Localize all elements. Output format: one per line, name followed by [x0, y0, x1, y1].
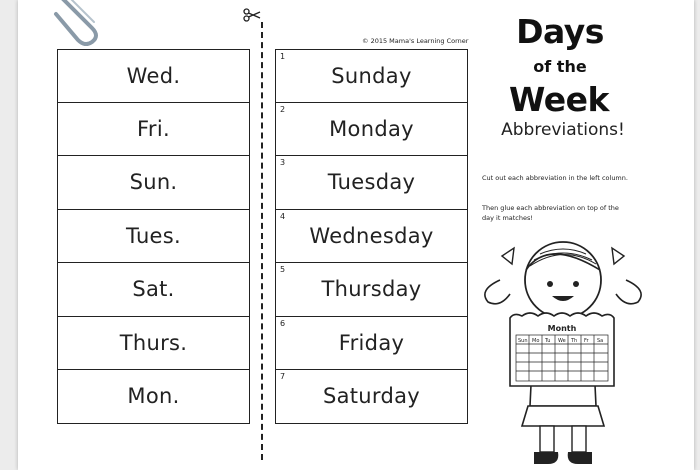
day-number: 4: [280, 211, 286, 221]
day-number: 3: [280, 158, 286, 167]
abbreviation-cell: [57, 263, 250, 317]
abbreviation-text: Wed.: [126, 63, 181, 88]
calendar-weekday: We: [558, 338, 566, 344]
day-cell: [275, 370, 468, 424]
day-number: 1: [280, 52, 286, 61]
abbreviation-cell: [57, 156, 250, 210]
abbreviation-text: Thurs.: [119, 330, 188, 355]
day-cell: [275, 263, 468, 317]
day-cell: [275, 49, 468, 103]
abbreviation-cell: [57, 210, 250, 264]
calendar-weekday: Mo: [532, 338, 540, 344]
calendar-month-label: Month: [547, 324, 577, 333]
abbreviation-text: Mon.: [127, 384, 180, 409]
abbreviation-cell: [57, 49, 250, 103]
instruction-cut: Cut out each abbreviation in the left column.: [482, 174, 628, 182]
day-cell: [275, 317, 468, 371]
calendar-weekday: Sa: [597, 338, 604, 344]
day-name: Saturday: [322, 384, 421, 409]
instruction-glue: Then glue each abbreviation on top of the day it matches!: [482, 204, 619, 222]
title-week: Week: [509, 80, 609, 119]
calendar-weekday: Sun: [518, 338, 528, 344]
day-name: Monday: [329, 116, 414, 141]
abbreviation-cell: [57, 317, 250, 371]
abbreviation-cell: [57, 103, 250, 157]
day-cell: [275, 103, 468, 157]
day-number: 2: [280, 104, 286, 114]
abbreviation-text: Fri.: [137, 116, 170, 141]
scissors-icon: [243, 8, 261, 22]
title-days: Days: [516, 12, 604, 51]
day-name: Wednesday: [309, 223, 434, 248]
girl-holding-calendar-illustration: [478, 230, 648, 470]
abbreviation-column: [57, 49, 250, 424]
abbreviation-text: Sat.: [132, 277, 175, 302]
title-of-the: of the: [533, 57, 587, 76]
day-number: 6: [280, 318, 286, 328]
dashed-cut-line: [261, 22, 263, 460]
day-name: Sunday: [331, 63, 412, 88]
calendar-weekday: Th: [571, 338, 578, 344]
day-column: [275, 49, 468, 424]
day-number: 7: [280, 372, 286, 381]
abbreviation-text: Sun.: [129, 170, 178, 195]
paperclip-icon: [52, 0, 110, 46]
day-cell: [275, 156, 468, 210]
day-name: Thursday: [321, 277, 422, 302]
calendar-weekday: Fr: [584, 338, 589, 344]
day-name: Tuesday: [327, 170, 416, 195]
day-cell: [275, 210, 468, 264]
copyright-notice: © 2015 Mama's Learning Corner: [362, 37, 469, 45]
abbreviation-text: Tues.: [126, 223, 181, 248]
calendar-weekday: Tu: [545, 338, 551, 344]
abbreviation-cell: [57, 370, 250, 424]
day-number: 5: [280, 265, 286, 274]
day-name: Friday: [338, 330, 405, 355]
title-abbreviations: Abbreviations!: [501, 120, 625, 140]
